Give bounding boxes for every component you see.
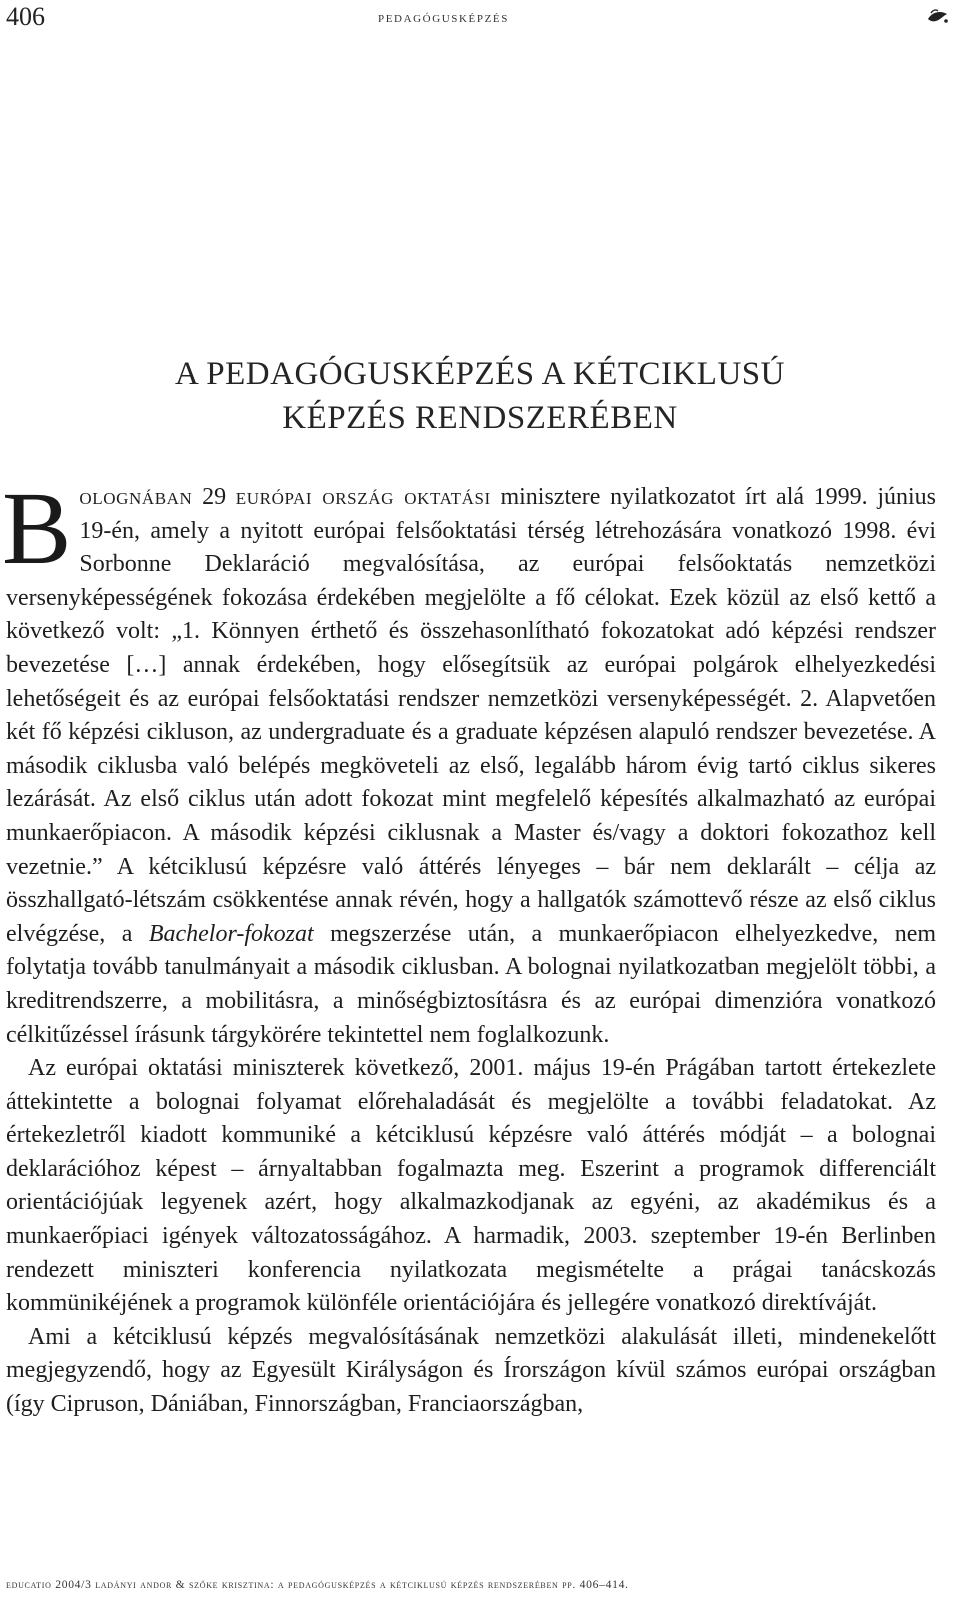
paragraph-1 xyxy=(2,471,937,1052)
paragraph-1-text-b: megszerzése után, a munkaerőpiacon elhelyezkedve, nem folytatja tovább tanulmányait a második ciklusban. A bolognai nyilatkozatban megjelölt többi, a kreditrendszerre, a mobilitásra, a minőségbiztosításra és az európai dimenzióra vonatkozó célkitűzéssel írásunk tárgykörére tekintettel nem foglalkozunk. xyxy=(6,920,937,1048)
lead-in-number: 29 xyxy=(202,484,227,510)
drop-cap: B xyxy=(2,471,72,586)
title-line-2: KÉPZÉS RENDSZERÉBEN xyxy=(282,400,678,436)
paragraph-3: Ami a kétciklusú képzés megvalósításának nemzetközi alakulását illeti, mindenekelőtt megjegyzendő, hogy az Egyesült Királyságon és Írországon kívül számos európai országban (így Cipruson, Dániában, Finnországban, Franciaországban, xyxy=(6,1323,936,1418)
page-header xyxy=(6,2,950,31)
leaf-ornament-icon xyxy=(926,6,950,26)
lead-in-smallcaps: olognában xyxy=(79,484,193,510)
page-footer-citation: educatio 2004/3 ladányi andor & szőke krisztina: a pedagógusképzés a kétciklusú képzés rendszerében pp. 406–414. xyxy=(6,1578,629,1591)
paragraph-1-text-a: minisztere nyilatkozatot írt alá 1999. június 19-én, amely a nyitott európai felsőoktatási térség létrehozására vonatkozó 1998. évi Sorbonne Deklaráció megvalósítása, az európai felsőoktatás nemzetközi versenyképességének fokozása érdekében megjelölte a fő célokat. Ezek közül az első kettő a következő volt: „1. Könnyen érthető és összehasonlítható fokozatokat adó képzési rendszer bevezetése […] annak érdekében, hogy elősegítsük az európai polgárok elhelyezkedési lehetőségeit és az európai felsőoktatási rendszer nemzetközi versenyképességét. 2. Alapvetően két fő képzési cikluson, az undergraduate és a graduate képzésen alapuló rendszer bevezetése. A második ciklusba való belépés megköveteli az első, legalább három évig tartó ciklus sikeres lezárását. Az első ciklus után adott fokozat mint megfelelő képesítés alkalmazható az európai munkaerőpiacon. A második képzési ciklusnak a Master és/vagy a doktori fokozathoz kell vezetnie.” A kétciklusú képzésre való áttérés lényeges – bár nem deklarált – célja az összhallgató-létszám csökkentése annak révén, hogy a hallgatók számottevő része az első ciklus elvégzése, a xyxy=(6,484,937,947)
page-number: 406 xyxy=(6,2,45,31)
paragraph-2: Az európai oktatási miniszterek következő, 2001. május 19-én Prágában tartott értekezlete áttekintette a bolognai folyamat előrehaladását és megjelölte a további feladatokat. Az értekezletről kiadott kommuniké a kétciklusú képzésre való áttérés módját – a bolognai deklarációhoz képest – árnyaltabban fogalmazta meg. Eszerint a programok differenciált orientációjúak legyenek azért, hogy alkalmazkodjanak az egyéni, az akadémikus és a munkaerőpiaci igények változatosságához. A harmadik, 2003. szeptember 19-én Berlinben rendezett miniszteri konferencia nyilatkozata megismételte a prágai tanácskozás kommünikéjének a programok különféle orientációjára és jellegére vonatkozó direktíváját. xyxy=(6,1055,936,1317)
paragraph-1-italic: Bachelor-fokozat xyxy=(148,920,314,947)
article-title xyxy=(0,352,960,440)
title-line-1: A PEDAGÓGUSKÉPZÉS A KÉTCIKLUSÚ xyxy=(175,356,785,392)
lead-in-smallcaps-2: európai ország oktatási xyxy=(235,484,491,510)
running-title: pedagógusképzés xyxy=(378,10,509,26)
article-body xyxy=(2,471,937,1422)
